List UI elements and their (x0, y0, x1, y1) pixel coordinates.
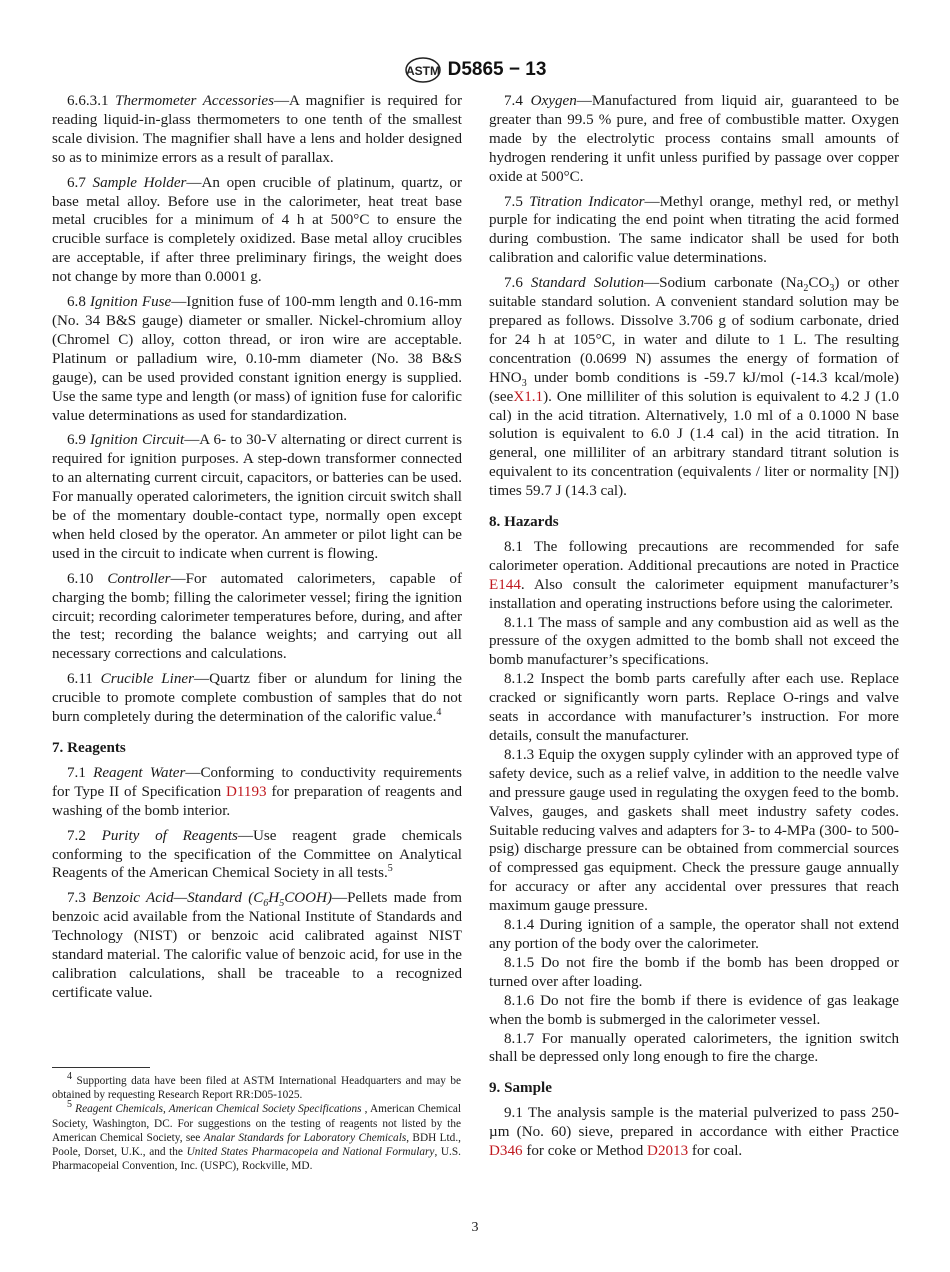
footnotes (52, 1071, 462, 1173)
subscript: 2 (803, 283, 809, 295)
italic-term: Purity of Reagents (101, 827, 238, 844)
paragraph (489, 992, 899, 1030)
section-heading: 9. Sample (489, 1080, 552, 1097)
text-run: 8.1.4 During ignition of a sample, the operator shall not extend any portion of the body over the calorimeter. (489, 917, 899, 952)
document-id: D5865 − 13 (447, 59, 547, 80)
subscript: 3 (829, 283, 835, 295)
paragraph (489, 1104, 899, 1161)
text-run: 7.4 (504, 93, 531, 109)
italic-term: Analar Standards for Laboratory Chemicals (203, 1131, 407, 1144)
paragraph (52, 827, 462, 884)
text-run: 7.6 (504, 275, 531, 292)
paragraph (489, 670, 899, 746)
footnote-ref: 5 (67, 1099, 72, 1111)
paragraph (489, 92, 899, 187)
subscript: 5 (279, 898, 285, 910)
text-run: 8.1.6 Do not fire the bomb if there is evidence of gas leakage when the bomb is submerged in the calorimeter vessel. (489, 992, 899, 1028)
italic-term: Titration Indicator (529, 193, 645, 210)
text-run: 6.11 (67, 671, 101, 688)
italic-term: Ignition Fuse (89, 294, 172, 311)
page-header (0, 56, 950, 84)
text-run: 7.1 (67, 764, 94, 781)
left-column (52, 92, 462, 1003)
italic-term: United States Pharmacopeia and National Formulary (186, 1146, 435, 1159)
italic-term: Sample Holder (92, 174, 187, 191)
paragraph (489, 538, 899, 614)
footnote-ref: 4 (436, 707, 442, 719)
italic-term: Reagent Water (93, 764, 186, 781)
paragraph (489, 954, 899, 992)
italic-term: Oxygen (530, 93, 577, 109)
text-run: . Also consult the calorimeter equipment manufacturer’s installation and operating instructions before using the calorimeter. (489, 576, 899, 612)
paragraph (489, 1030, 899, 1068)
paragraph (52, 431, 462, 563)
text-run: —A magnifier is required for reading liquid-in-glass thermometers to one tenth of the smallest scale division. The magnifier shall have a lens and holder designed so as to minimize errors as a result of parallax. (52, 93, 462, 166)
text-run: 6.7 (67, 174, 93, 191)
text-run: —Ignition fuse of 100-mm length and 0.16-mm (No. 34 B&S gauge) diameter or smaller. Nickel-chromium alloy (Chromel C) alloy, cotton thread, or iron wire are acceptable. Platinum or palladium wire, 0.10-mm diameter (No. 38 B&S gauge), can be used provided constant ignition energy is supplied. Use the same type and length (or mass) of ignition fuse for calorific value determinations as used for standardization. (52, 294, 462, 424)
paragraph (489, 193, 899, 269)
text-run: —Pellets made from benzoic acid available from the National Institute of Standards and Technology (NIST) or benzoic acid calibrated against NIST standard material. The calorific value of benzoic acid, for use in the calibration calculations, shall be traceable to a recognized certificate value. (52, 890, 462, 1001)
text-run: for coke or Method (522, 1143, 648, 1160)
italic-term: Crucible Liner (100, 671, 194, 688)
paragraph (52, 92, 462, 168)
paragraph (52, 670, 462, 727)
text-run: 7.2 (67, 827, 102, 844)
paragraph (489, 274, 899, 501)
text-run: ). One milliliter of this solution is equivalent to 4.2 J (1.0 cal) in the acid titration. Alternatively, 1.0 ml of a 0.1000 N base solution is equivalent to 6.0 J (1.4 cal) in the acid titration. In general, one milliliter of an arbitrary standard titrant solution is equivalent to its concentration (equivalents / liter or normality [N]) times 59.7 J (14.3 cal). (489, 388, 899, 500)
paragraph (489, 916, 899, 954)
footnote-divider (52, 1067, 150, 1068)
reference-link[interactable]: D1193 (226, 783, 267, 800)
text-run: CO (808, 275, 830, 292)
text-run: —Conforming to conductivity requirements for Type II of Specification (52, 764, 462, 800)
section-heading: 7. Reagents (52, 740, 126, 756)
italic-term: Benzoic Acid—Standard (C (92, 890, 264, 907)
footnote (52, 1071, 461, 1102)
text-run: , U.S. Pharmacopeial Convention, Inc. (USPC), Rockville, MD. (52, 1146, 461, 1173)
text-run: 7.5 (504, 193, 530, 210)
page-number: 3 (471, 1220, 479, 1235)
reference-link[interactable]: D2013 (647, 1143, 689, 1160)
text-run: —An open crucible of platinum, quartz, or base metal alloy. Before use in the calorimeter, heat treat base metal crucibles for a minimum of 4 h at 500°C to ensure the crucible surface is completely oxidized. Base metal alloy crucibles are acceptable, if after three preliminary firings, the weight does not change by more than 0.0001 g. (52, 174, 463, 286)
text-run: 8.1.7 For manually operated calorimeters, the ignition switch shall be depressed only long enough to fire the charge. (489, 1030, 899, 1066)
italic-term: Ignition Circuit (90, 432, 185, 449)
text-run: under bomb conditions is -59.7 kJ/mol (-14.3 kcal/mole) (see (489, 369, 899, 405)
text-run: —Quartz fiber or alundum for lining the crucible to promote complete combustion of samples that do not burn completely during the determination of the calorific value. (52, 671, 462, 726)
footnote-ref: 5 (387, 863, 393, 875)
italic-term: Thermometer Accessories (115, 93, 274, 109)
paragraph (52, 174, 462, 287)
right-column (489, 92, 899, 1161)
subscript: 3 (521, 377, 527, 389)
paragraph (52, 293, 462, 425)
svg-text:ASTM: ASTM (405, 64, 440, 78)
paragraph (489, 746, 899, 916)
footnote-ref: 4 (67, 1071, 72, 1083)
text-run: —Use reagent grade chemicals conforming to the specification of the Committee on Analytical Reagents of the American Chemical Society in all tests. (52, 827, 463, 882)
text-run: 8.1.5 Do not fire the bomb if the bomb has been dropped or turned over after loading. (489, 954, 899, 990)
italic-term: Reagent Chemicals, American Chemical Society Specifications (75, 1103, 362, 1116)
reference-link[interactable]: E144 (489, 576, 521, 593)
text-run: 8.1 The following precautions are recommended for safe calorimeter operation. Additional precautions are noted in Practice (489, 538, 899, 574)
text-run: —Methyl orange, methyl red, or methyl purple for indicating the end point when titrating the acid formed during combustion. The same indicator shall be used for both calibration and calorific value determinations. (489, 193, 899, 267)
text-run: —For automated calorimeters, capable of charging the bomb; filling the calorimeter vessel; firing the ignition circuit; recording calorimeter temperatures before, during, and after the test; recording the balance weights; and carrying out all necessary corrections and calculations. (52, 570, 463, 663)
text-run: —Sodium carbonate (Na (644, 275, 804, 292)
reference-link[interactable]: X1.1 (513, 388, 544, 405)
text-run: ) or other suitable standard solution. A convenient standard solution may be prepared as follows. Dissolve 3.706 g of sodium carbonate, dried for 24 h at 105°C, in water and dilute to 1 L. The resulting concentration (0.0699 N) assumes the energy of formation of HNO (489, 275, 899, 386)
subscript: 6 (263, 898, 269, 910)
text-run: 7.3 (67, 890, 93, 907)
italic-term: H (268, 890, 280, 907)
italic-term: COOH) (284, 890, 332, 907)
text-run: , American Chemical Society, Washington, DC. For suggestions on the testing of reagents not listed by the American Chemical Society, see (52, 1103, 462, 1144)
text-run: 6.8 (67, 294, 90, 311)
paragraph (52, 570, 462, 665)
reference-link[interactable]: D346 (489, 1143, 523, 1160)
text-run: —Manufactured from liquid air, guaranteed to be greater than 99.5 % pure, and free of combustible matter. Oxygen made by the electrolytic process contains small amounts of hydrogen rendering it unfit unless purified by passage over copper oxide at 500°C. (489, 93, 900, 185)
text-run: 9.1 The analysis sample is the material pulverized to pass 250-µm (No. 60) sieve, prepared in accordance with either Practice (489, 1105, 899, 1141)
text-run: 6.9 (67, 432, 91, 449)
text-run: , BDH Ltd., Poole, Dorset, U.K., and the (52, 1131, 461, 1159)
text-run: 6.6.3.1 (67, 93, 116, 109)
section-heading: 8. Hazards (489, 514, 559, 531)
text-run: for preparation of reagents and washing of the bomb interior. (52, 783, 462, 819)
italic-term: Controller (107, 570, 171, 587)
astm-logo-icon (404, 56, 442, 84)
text-run: 6.10 (67, 570, 108, 587)
italic-term: Standard Solution (530, 275, 645, 292)
paragraph (52, 764, 462, 821)
paragraph (52, 889, 462, 1002)
paragraph (489, 614, 899, 671)
text-run: 8.1.3 Equip the oxygen supply cylinder with an approved type of safety device, such as a relief valve, in addition to the needle valve and pressure gauge used in regulating the oxygen feed to the bomb. Valves, gauges, and gaskets shall meet industry safety codes. Suitable reducing valves and adapters for 3- to 4-MPa (300- to 500-psig) discharge pressure can be obtained from commercial sources of compressed gas equipment. Check the pressure gauge annually for accuracy or after any accidental over pressures that reach maximum gauge pressure. (489, 746, 899, 915)
footnote (52, 1099, 462, 1173)
text-run: 8.1.1 The mass of sample and any combustion aid as well as the pressure of the oxygen admitted to the bomb shall not exceed the bomb manufacturer’s specifications. (489, 614, 899, 669)
text-run: Supporting data have been filed at ASTM International Headquarters and may be obtained by requesting Research Report RR:D05-1025. (52, 1075, 461, 1102)
text-run: —A 6- to 30-V alternating or direct current is required for ignition purposes. A step-down transformer connected to an alternating current circuit, capacitors, or batteries can be used. For manually operated calorimeters, the ignition circuit switch shall be of the momentary double-contact type, normally open except when held closed by the operator. An ammeter or pilot light can be used in the circuit to indicate when current is flowing. (52, 432, 463, 562)
text-run: for coal. (688, 1143, 743, 1160)
text-run: 8.1.2 Inspect the bomb parts carefully after each use. Replace cracked or significantly worn parts. Replace O-rings and valve seats in accordance with manufacturer’s instruction. For more details, consult the manufacturer. (489, 671, 899, 744)
